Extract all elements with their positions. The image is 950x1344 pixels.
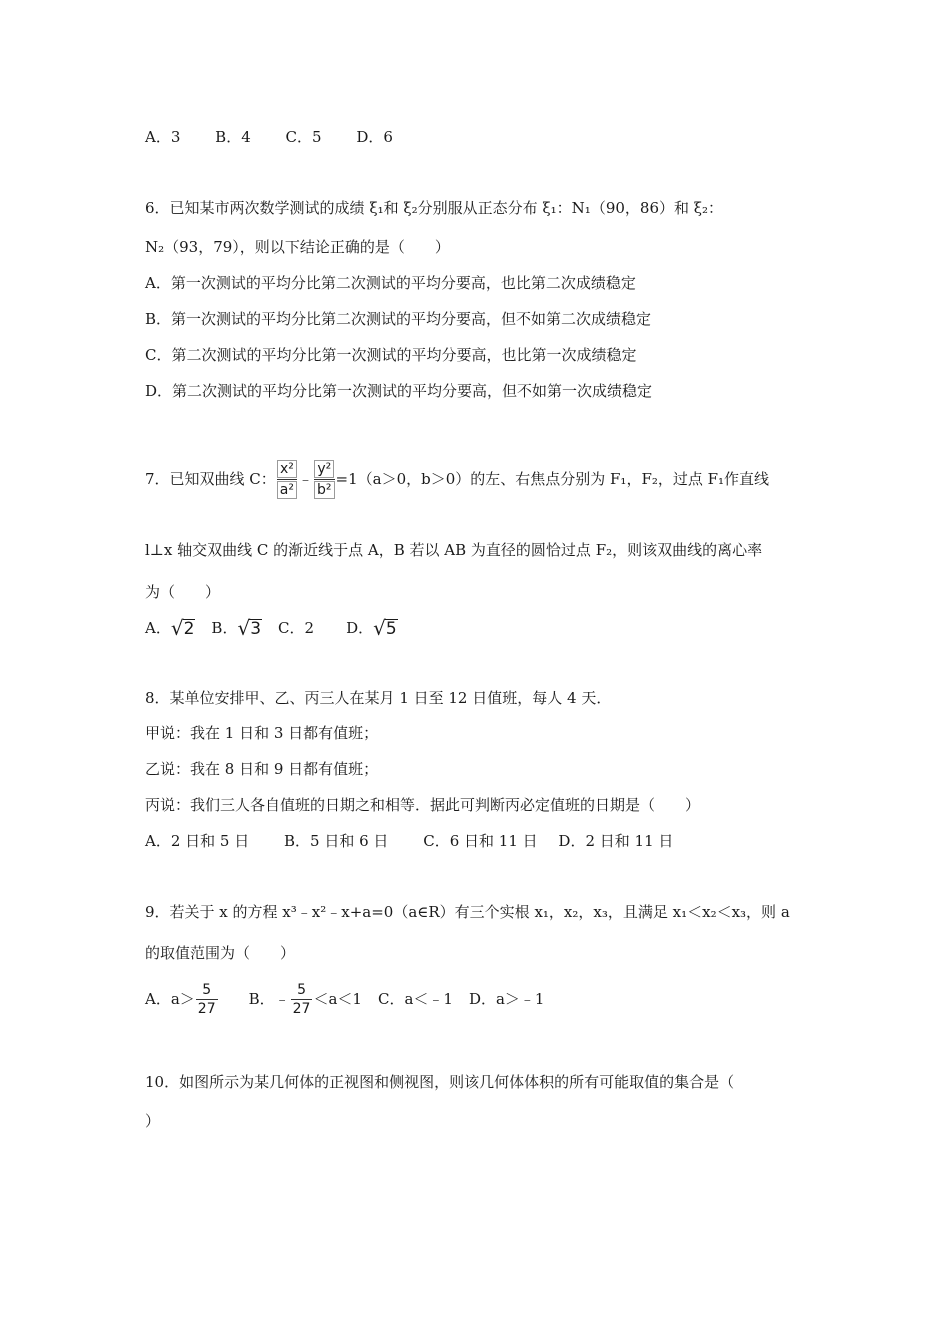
q9-stem-line1: 9．若关于 x 的方程 x³﹣x²﹣x+a=0（a∈R）有三个实根 x₁，x₂，x₃，且满足 x₁＜x₂＜x₃，则 a bbox=[145, 903, 790, 921]
q7-option-a-label: A． bbox=[145, 619, 171, 637]
q7-frac2-numerator: y² bbox=[314, 460, 334, 478]
q8-stem-line1: 8．某单位安排甲、乙、丙三人在某月 1 日至 12 日值班，每人 4 天． bbox=[145, 689, 612, 707]
q7-frac1-denominator: a² bbox=[277, 481, 297, 499]
q6-option-d: D．第二次测试的平均分比第一次测试的平均分要高，但不如第一次成绩稳定 bbox=[145, 382, 653, 400]
q7-frac2-denominator: b² bbox=[314, 481, 335, 499]
q5-option-c: C．5 bbox=[285, 128, 322, 146]
q9-option-d: D．a＞﹣1 bbox=[468, 990, 545, 1008]
q9-option-b-numerator: 5 bbox=[297, 981, 307, 998]
q9-option-b-denominator: 27 bbox=[292, 1000, 311, 1017]
q6-option-a: A．第一次测试的平均分比第二次测试的平均分要高，也比第二次成绩稳定 bbox=[145, 274, 636, 292]
q10-stem-line2: ） bbox=[145, 1112, 161, 1130]
q7-option-d-label: D． bbox=[346, 619, 374, 637]
q7-option-d-radicand: 5 bbox=[385, 619, 397, 639]
q9-option-a-prefix: A．a＞ bbox=[145, 990, 195, 1008]
q9-stem-line2: 的取值范围为（ ） bbox=[145, 944, 296, 962]
q7-option-d-sqrt: √ 5 bbox=[373, 616, 397, 640]
q7-option-b-radicand: 3 bbox=[250, 619, 262, 639]
q8-option-a: A．2 日和 5 日 bbox=[145, 832, 250, 850]
q8-option-d: D．2 日和 11 日 bbox=[558, 832, 674, 850]
q6-option-b: B．第一次测试的平均分比第二次测试的平均分要高，但不如第二次成绩稳定 bbox=[145, 310, 652, 328]
q7-minus: ﹣ bbox=[298, 470, 314, 488]
q7-prefix: 7．已知双曲线 C： bbox=[145, 470, 276, 488]
q5-option-d: D．6 bbox=[356, 128, 393, 146]
q6-stem-line2: N₂（93，79），则以下结论正确的是（ ） bbox=[145, 238, 450, 256]
q7-fraction-x2-over-a2 bbox=[277, 460, 297, 499]
q7-stem-line1 bbox=[145, 452, 769, 506]
q7-fraction-y2-over-b2 bbox=[314, 460, 335, 499]
q8-option-c: C．6 日和 11 日 bbox=[423, 832, 538, 850]
q5-options bbox=[145, 127, 393, 147]
q6-stem-line1: 6．已知某市两次数学测试的成绩 ξ₁和 ξ₂分别服从正态分布 ξ₁：N₁（90，86）和 ξ₂： bbox=[145, 199, 724, 217]
q9-option-b-fraction bbox=[291, 982, 313, 1017]
q9-option-a-fraction bbox=[196, 982, 218, 1017]
q8-option-b: B．5 日和 6 日 bbox=[284, 832, 389, 850]
q5-option-a: A．3 bbox=[145, 128, 181, 146]
q7-suffix: =1（a＞0，b＞0）的左、右焦点分别为 F₁，F₂，过点 F₁作直线 bbox=[335, 470, 770, 488]
q7-option-c: C．2 bbox=[278, 619, 315, 637]
q7-stem-line2: l⊥x 轴交双曲线 C 的渐近线于点 A，B 若以 AB 为直径的圆恰过点 F₂，则该双曲线的离心率 bbox=[145, 541, 763, 559]
q8-options bbox=[145, 831, 673, 851]
q6-option-c: C．第二次测试的平均分比第一次测试的平均分要高，也比第一次成绩稳定 bbox=[145, 346, 637, 364]
q7-option-b-label: B． bbox=[211, 619, 238, 637]
q9-option-c: C．a＜﹣1 bbox=[377, 990, 453, 1008]
q9-option-a-denominator: 27 bbox=[197, 1000, 216, 1017]
q9-option-a-numerator: 5 bbox=[202, 981, 212, 998]
q9-option-b-prefix: B．﹣ bbox=[248, 990, 290, 1008]
q10-stem-line1: 10．如图所示为某几何体的正视图和侧视图，则该几何体体积的所有可能取值的集合是（ bbox=[145, 1073, 735, 1091]
q5-option-b: B．4 bbox=[215, 128, 251, 146]
q7-stem-line3: 为（ ） bbox=[145, 583, 221, 601]
q8-stem-line3: 乙说：我在 8 日和 9 日都有值班； bbox=[145, 760, 379, 778]
q8-stem-line2: 甲说：我在 1 日和 3 日都有值班； bbox=[145, 724, 379, 742]
q7-options bbox=[145, 616, 398, 640]
q7-option-a-radicand: 2 bbox=[183, 619, 195, 639]
q7-frac1-numerator: x² bbox=[277, 460, 297, 478]
q7-option-a-sqrt: √ 2 bbox=[170, 616, 195, 640]
q8-stem-line4: 丙说：我们三人各自值班的日期之和相等．据此可判断丙必定值班的日期是（ ） bbox=[145, 796, 701, 814]
q9-options bbox=[145, 978, 544, 1020]
q7-option-b-sqrt: √ 3 bbox=[237, 616, 262, 640]
q9-option-b-suffix: ＜a＜1 bbox=[313, 990, 362, 1008]
